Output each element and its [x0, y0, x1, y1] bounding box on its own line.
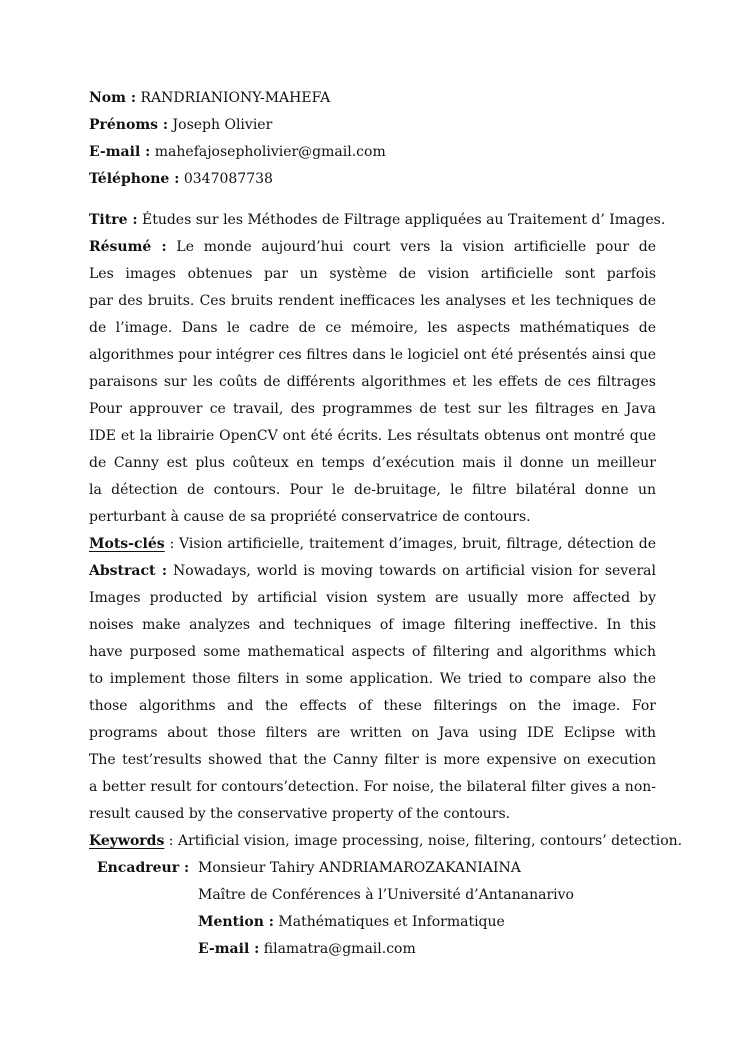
encadreur-email-value: filamatra@gmail.com [263, 941, 416, 957]
resume-line: de Canny est plus coûteux en temps d’exécution mais il donne un meilleur [89, 455, 656, 471]
abstract-line: a better result for contours’detection. For noise, the bilateral filter gives a non- [89, 779, 656, 795]
mots-cles-value: : Vision artificielle, traitement d’images, bruit, filtrage, détection de [169, 536, 656, 552]
resume-text: Le monde aujourd’hui court vers la vision artificielle pour de [176, 239, 656, 255]
mention-label: Mention : [198, 914, 274, 930]
abstract-line: those algorithms and the effects of these filterings on the image. For [89, 698, 656, 714]
encadreur-mention [198, 909, 505, 936]
abstract-line: to implement those filters in some application. We tried to compare also the [89, 671, 656, 687]
encadreur-name-row [89, 855, 656, 882]
encadreur-title-row [89, 882, 656, 909]
nom-label: Nom : [89, 90, 136, 106]
abstract-line: programs about those filters are written on Java using IDE Eclipse with [89, 725, 656, 741]
email-label: E-mail : [89, 144, 151, 160]
titre-line [89, 207, 666, 234]
identity-block [89, 85, 656, 193]
abstract-line: result caused by the conservative property of the contours. [89, 806, 511, 822]
keywords-line [89, 828, 683, 855]
encadreur-mention-row [89, 909, 656, 936]
resume-line: paraisons sur les coûts de différents algorithmes et les effets de ces filtrages [89, 374, 656, 390]
mention-value: Mathématiques et Informatique [278, 914, 505, 930]
abstract-line: noises make analyzes and techniques of image filtering ineffective. In this [89, 617, 656, 633]
resume-line: IDE et la librairie OpenCV ont été écrits. Les résultats obtenus ont montré que [89, 428, 656, 444]
abstract-line: Images producted by artificial vision system are usually more affected by [89, 590, 656, 606]
encadreur-block [89, 855, 656, 963]
encadreur-email [198, 936, 416, 963]
encadreur-label: Encadreur : [97, 860, 190, 876]
resume-line: Pour approuver ce travail, des programmes de test sur les filtrages en Java [89, 401, 656, 417]
encadreur-name: Monsieur Tahiry ANDRIAMAROZAKANIAINA [198, 860, 521, 876]
titre-label: Titre : [89, 212, 138, 228]
content-block [89, 207, 683, 963]
resume-label: Résumé : [89, 239, 167, 255]
resume-line [89, 234, 656, 261]
telephone-line [89, 166, 656, 193]
encadreur-email-label: E-mail : [198, 941, 260, 957]
resume-line: de l’image. Dans le cadre de ce mémoire, les aspects mathématiques de [89, 320, 656, 336]
abstract-line [89, 558, 656, 585]
nom-value: RANDRIANIONY-MAHEFA [140, 90, 331, 106]
resume-line: Les images obtenues par un système de vision artificielle sont parfois [89, 266, 656, 282]
prenoms-label: Prénoms : [89, 117, 169, 133]
telephone-value: 0347087738 [183, 171, 273, 187]
nom-line [89, 85, 656, 112]
abstract-label: Abstract : [89, 563, 167, 579]
prenoms-value: Joseph Olivier [172, 117, 273, 133]
resume-line: perturbant à cause de sa propriété conservatrice de contours. [89, 509, 531, 525]
titre-value: Études sur les Méthodes de Filtrage appliquées au Traitement d’ Images. [141, 212, 666, 228]
abstract-line: have purposed some mathematical aspects of filtering and algorithms which [89, 644, 656, 660]
keywords-label: Keywords [89, 833, 165, 849]
encadreur-email-row [89, 936, 656, 963]
email-value: mahefajosepholivier@gmail.com [154, 144, 386, 160]
resume-line: algorithmes pour intégrer ces filtres dans le logiciel ont été présentés ainsi que [89, 347, 656, 363]
resume-line: par des bruits. Ces bruits rendent inefficaces les analyses et les techniques de [89, 293, 656, 309]
resume-paragraph [89, 234, 656, 531]
resume-line: la détection de contours. Pour le de-bruitage, le filtre bilatéral donne un [89, 482, 656, 498]
mots-cles-line [89, 531, 656, 558]
abstract-text: Nowadays, world is moving towards on artificial vision for several [172, 563, 656, 579]
abstract-paragraph [89, 558, 656, 828]
encadreur-title: Maître de Conférences à l’Université d’Antananarivo [198, 887, 574, 903]
mots-cles-label: Mots-clés [89, 536, 165, 552]
abstract-line: The test’results showed that the Canny filter is more expensive on execution [89, 752, 656, 768]
keywords-value: : Artificial vision, image processing, noise, filtering, contours’ detection. [168, 833, 683, 849]
telephone-label: Téléphone : [89, 171, 180, 187]
email-line [89, 139, 656, 166]
prenoms-line [89, 112, 656, 139]
